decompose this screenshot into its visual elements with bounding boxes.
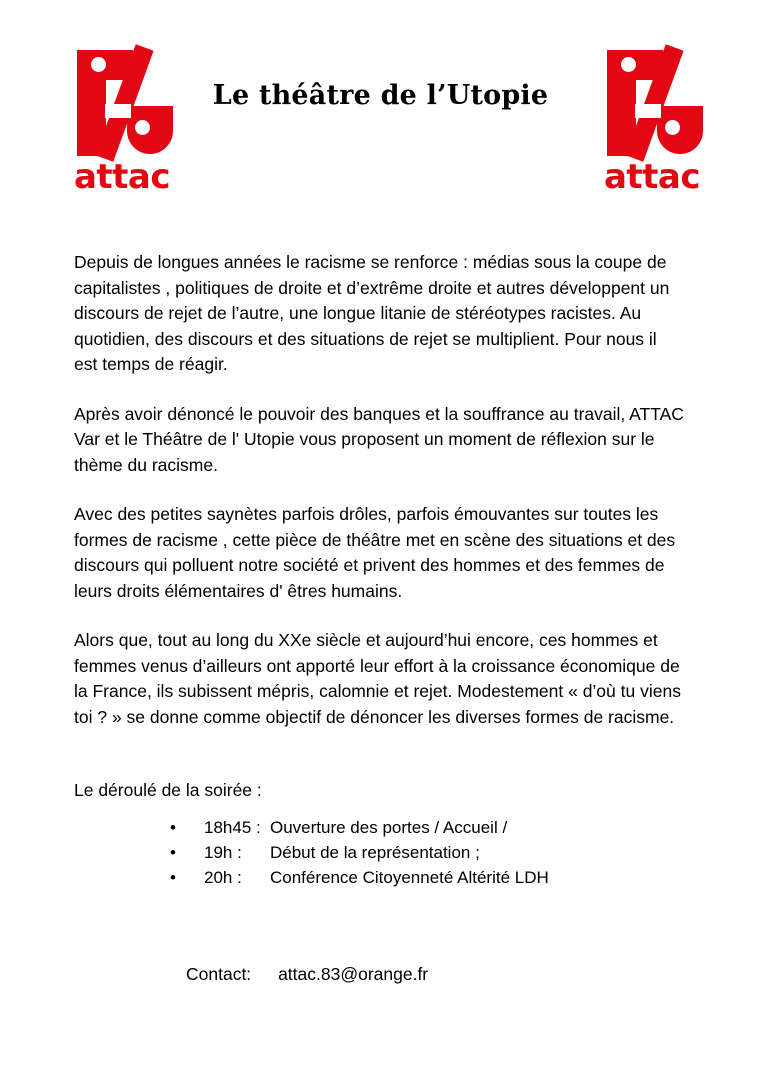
attac-logo-left-wordmark: attac xyxy=(73,157,171,197)
paragraph-3: Avec des petites saynètes parfois drôles, parfois émouvantes sur toutes les formes de racisme , cette pièce de théâtre met en scène des situations et des discours qui polluent notre société et privent des hommes et des femmes de leurs droits élémentaires d' êtres humains. xyxy=(74,504,676,601)
paragraph-4: Alors que, tout au long du XXe siècle et aujourd’hui encore, ces hommes et femmes venus d’ailleurs ont apporté leur effort à la croissance économique de la France, ils subissent mépris, calomnie et rejet. Modestement « d’où tu viens toi ? » se donne comme objectif de dénoncer les diverses formes de racisme. xyxy=(74,630,681,727)
list-item xyxy=(170,865,684,890)
bullet-icon: • xyxy=(170,843,176,862)
attac-logo-right xyxy=(592,48,712,198)
list-item xyxy=(170,840,684,865)
attac-logo-left xyxy=(62,48,182,198)
flyer-body xyxy=(74,250,684,987)
schedule-desc: Conférence Citoyenneté Altérité LDH xyxy=(270,868,549,887)
contact-email: attac.83@orange.fr xyxy=(278,964,429,984)
schedule-list xyxy=(170,815,684,890)
schedule-time: 19h : xyxy=(204,843,242,862)
paragraph-2: Après avoir dénoncé le pouvoir des banques et la souffrance au travail, ATTAC Var et le Théâtre de l' Utopie vous proposent un moment de réflexion sur le thème du racisme. xyxy=(74,403,684,475)
schedule-desc: Début de la représentation ; xyxy=(270,843,480,862)
attac-logo-icon xyxy=(601,48,703,156)
schedule-intro: Le déroulé de la soirée : xyxy=(74,780,262,800)
contact-label: Contact: xyxy=(186,964,252,984)
paragraph-1: Depuis de longues années le racisme se renforce : médias sous la coupe de capitalistes , politiques de droite et d’extrême droite et autres développent un discours de rejet de l’autre, une longue litanie de stéréotypes racistes. Au quotidien, des discours et des situations de rejet se multiplient. Pour nous il est temps de réagir. xyxy=(74,252,670,374)
schedule-time: 18h45 : xyxy=(204,818,261,837)
flyer-header xyxy=(0,0,761,215)
bullet-icon: • xyxy=(170,868,176,887)
schedule-desc: Ouverture des portes / Accueil / xyxy=(270,818,508,837)
bullet-icon: • xyxy=(170,818,176,837)
contact-line xyxy=(186,962,684,987)
page-title: Le théâtre de l’Utopie xyxy=(212,80,549,111)
schedule-time: 20h : xyxy=(204,868,242,887)
attac-logo-right-wordmark: attac xyxy=(603,157,701,197)
list-item xyxy=(170,815,684,840)
